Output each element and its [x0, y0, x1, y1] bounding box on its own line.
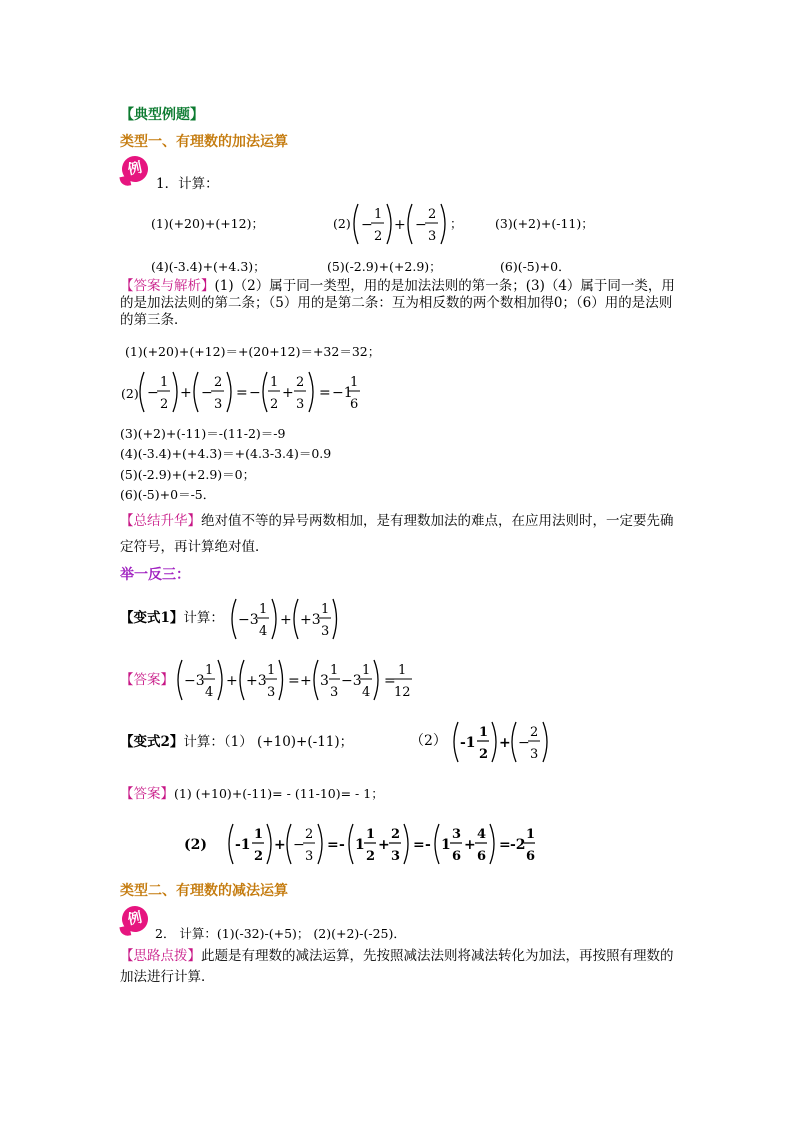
ex1-part2-formula — [350, 200, 450, 252]
svg-text:3: 3 — [320, 673, 329, 689]
svg-text:1: 1 — [350, 375, 359, 390]
svg-text:2: 2 — [391, 827, 401, 842]
svg-text:−: − — [147, 385, 159, 401]
svg-text:1: 1 — [526, 827, 535, 842]
variant1-formula — [228, 596, 338, 646]
svg-text:−: − — [415, 217, 427, 233]
hint-label: 【思路点拨】 — [120, 948, 201, 964]
summary-block — [120, 508, 680, 560]
variant1-label: 【变式1】 — [120, 610, 184, 626]
svg-text:6: 6 — [350, 397, 359, 412]
variant1-answer-label: 【答案】 — [120, 672, 174, 688]
svg-text:4: 4 — [477, 827, 487, 842]
variant2-answer-label: 【答案】 — [120, 786, 174, 802]
ex1-part2-label: (2) — [333, 216, 351, 231]
svg-text:1: 1 — [441, 837, 451, 853]
variant2-prompt: 计算：（1） (+10)+(-11)； — [183, 734, 354, 750]
svg-text:+3: +3 — [300, 612, 321, 628]
svg-text:3: 3 — [428, 229, 437, 244]
svg-text:1: 1 — [259, 602, 268, 617]
variant2-line — [120, 734, 353, 750]
svg-text:1: 1 — [270, 375, 279, 390]
svg-text:12: 12 — [394, 685, 411, 700]
answer1-line4: (4)(-3.4)+(+4.3)＝+(4.3-3.4)＝0.9 — [120, 446, 332, 461]
svg-text:6: 6 — [526, 849, 535, 864]
svg-text:=: = — [236, 385, 248, 401]
svg-text:+: + — [280, 612, 292, 628]
svg-text:+: + — [464, 837, 476, 853]
type2-title: 类型二、有理数的减法运算 — [120, 883, 288, 899]
svg-text:3: 3 — [530, 747, 539, 762]
ex1-part6: (6)(-5)+0． — [500, 259, 571, 274]
variant1-prompt: 计算： — [183, 610, 224, 626]
answer1-label: 【答案与解析】 — [120, 278, 215, 294]
svg-text:1: 1 — [355, 837, 365, 853]
answer1-line3: (3)(+2)+(-11)＝-(11-2)＝-9 — [120, 426, 286, 441]
answer1-line2-label: (2) — [121, 386, 139, 401]
example2-badge-icon: 例 — [120, 904, 151, 935]
svg-text:4: 4 — [362, 685, 371, 700]
svg-text:−: − — [249, 385, 261, 401]
section-title: 【典型例题】 — [120, 107, 204, 123]
svg-text:-: - — [425, 837, 431, 853]
svg-text:=: = — [327, 837, 339, 853]
svg-text:+: + — [378, 837, 390, 853]
svg-text:=: = — [384, 673, 396, 689]
svg-text:−: − — [361, 217, 373, 233]
svg-text:1: 1 — [366, 827, 376, 842]
variant2-part2-label: （2） — [410, 733, 447, 749]
hint-block — [120, 946, 680, 988]
svg-text:6: 6 — [477, 849, 487, 864]
svg-text:3: 3 — [214, 397, 223, 412]
svg-text:1: 1 — [374, 207, 383, 222]
svg-text:-2: -2 — [510, 837, 526, 853]
svg-text:-1: -1 — [460, 735, 476, 751]
answer1-line1: (1)(+20)+(+12)＝+(20+12)＝+32＝32； — [125, 344, 381, 359]
svg-text:3: 3 — [330, 685, 339, 700]
svg-text:+: + — [394, 217, 406, 233]
svg-text:−: − — [201, 385, 213, 401]
ex1-part3: (3)(+2)+(-11)； — [495, 216, 594, 231]
svg-text:+: + — [274, 837, 286, 853]
svg-text:1: 1 — [205, 663, 214, 678]
answer1-line6: (6)(-5)+0＝-5． — [120, 487, 216, 502]
svg-text:-: - — [339, 837, 345, 853]
svg-text:3: 3 — [391, 849, 401, 864]
svg-text:1: 1 — [267, 663, 276, 678]
svg-text:6: 6 — [452, 849, 462, 864]
svg-text:+: + — [282, 385, 294, 401]
answer1-block — [120, 278, 680, 329]
variant2-answer2-label: (2) — [184, 837, 207, 853]
svg-text:2: 2 — [296, 375, 305, 390]
ex2-prompt: 2． 计算：(1)(-32)-(+5)； (2)(+2)-(-25)． — [155, 926, 406, 941]
ex1-part1: (1)(+20)+(+12)； — [151, 216, 264, 231]
answer1-line5: (5)(-2.9)+(+2.9)＝0； — [120, 467, 256, 482]
variant1-answer-formula — [174, 657, 414, 707]
svg-text:2: 2 — [428, 207, 437, 222]
svg-text:=: = — [288, 673, 300, 689]
svg-text:1: 1 — [330, 663, 339, 678]
answer1-line2-formula — [136, 368, 366, 422]
juyi-heading: 举一反三： — [120, 567, 190, 583]
svg-text:1: 1 — [398, 663, 407, 678]
svg-text:1: 1 — [479, 725, 489, 740]
svg-text:3: 3 — [296, 397, 305, 412]
svg-text:1: 1 — [254, 827, 264, 842]
svg-text:4: 4 — [205, 685, 214, 700]
svg-text:2: 2 — [270, 397, 279, 412]
svg-text:2: 2 — [366, 849, 376, 864]
svg-text:−3: −3 — [341, 673, 362, 689]
svg-text:2: 2 — [479, 747, 489, 762]
svg-text:2: 2 — [214, 375, 223, 390]
variant2-answer-line — [120, 786, 384, 802]
svg-text:+3: +3 — [246, 673, 267, 689]
svg-text:=: = — [499, 837, 511, 853]
svg-text:3: 3 — [321, 624, 330, 639]
svg-text:+: + — [180, 385, 192, 401]
answer1-text: (1)（2）属于同一类型，用的是加法法则的第一条；(3)（4）属于同一类，用的是加法法则的第二条；（5）用的是第二条：互为相反数的两个数相加得0；（6）用的是法则的第三条． — [120, 278, 675, 328]
svg-text:1: 1 — [321, 602, 330, 617]
svg-text:4: 4 — [259, 624, 268, 639]
svg-text:2: 2 — [160, 397, 169, 412]
variant2-part2-formula — [450, 718, 550, 770]
svg-text:2: 2 — [254, 849, 264, 864]
svg-text:-1: -1 — [235, 837, 251, 853]
svg-text:2: 2 — [374, 229, 383, 244]
svg-text:3: 3 — [267, 685, 276, 700]
svg-text:2: 2 — [530, 725, 539, 740]
variant1-line — [120, 610, 224, 626]
svg-text:+: + — [300, 673, 312, 689]
svg-text:−: − — [518, 735, 530, 751]
svg-text:+: + — [226, 673, 238, 689]
svg-text:3: 3 — [305, 849, 314, 864]
svg-text:−3: −3 — [238, 612, 259, 628]
example-badge-icon: 例 — [120, 154, 151, 185]
svg-text:1: 1 — [160, 375, 169, 390]
svg-text:−: − — [293, 837, 305, 853]
ex1-part4: (4)(-3.4)+(+4.3)； — [151, 259, 266, 274]
variant2-answer1: (1) (+10)+(-11)= - (11-10)= - 1； — [174, 786, 384, 801]
ex1-part5: (5)(-2.9)+(+2.9)； — [327, 259, 442, 274]
svg-text:−1: −1 — [332, 385, 353, 401]
svg-text:=: = — [413, 837, 425, 853]
svg-text:3: 3 — [452, 827, 462, 842]
svg-text:2: 2 — [305, 827, 314, 842]
svg-text:+: + — [499, 735, 511, 751]
summary-label: 【总结升华】 — [120, 513, 201, 529]
svg-text:−3: −3 — [184, 673, 205, 689]
svg-text:=: = — [319, 385, 331, 401]
summary-text: 绝对值不等的异号两数相加，是有理数加法的难点，在应用法则时，一定要先确定符号，再计算绝对值． — [120, 513, 674, 555]
variant2-label: 【变式2】 — [120, 734, 184, 750]
ex1-prompt: 1．计算： — [156, 176, 219, 192]
type1-title: 类型一、有理数的加法运算 — [120, 134, 288, 150]
svg-text:1: 1 — [362, 663, 371, 678]
variant2-answer2-formula — [225, 820, 535, 872]
hint-text: 此题是有理数的减法运算，先按照减法法则将减法转化为加法，再按照有理数的加法进行计算． — [120, 948, 674, 985]
